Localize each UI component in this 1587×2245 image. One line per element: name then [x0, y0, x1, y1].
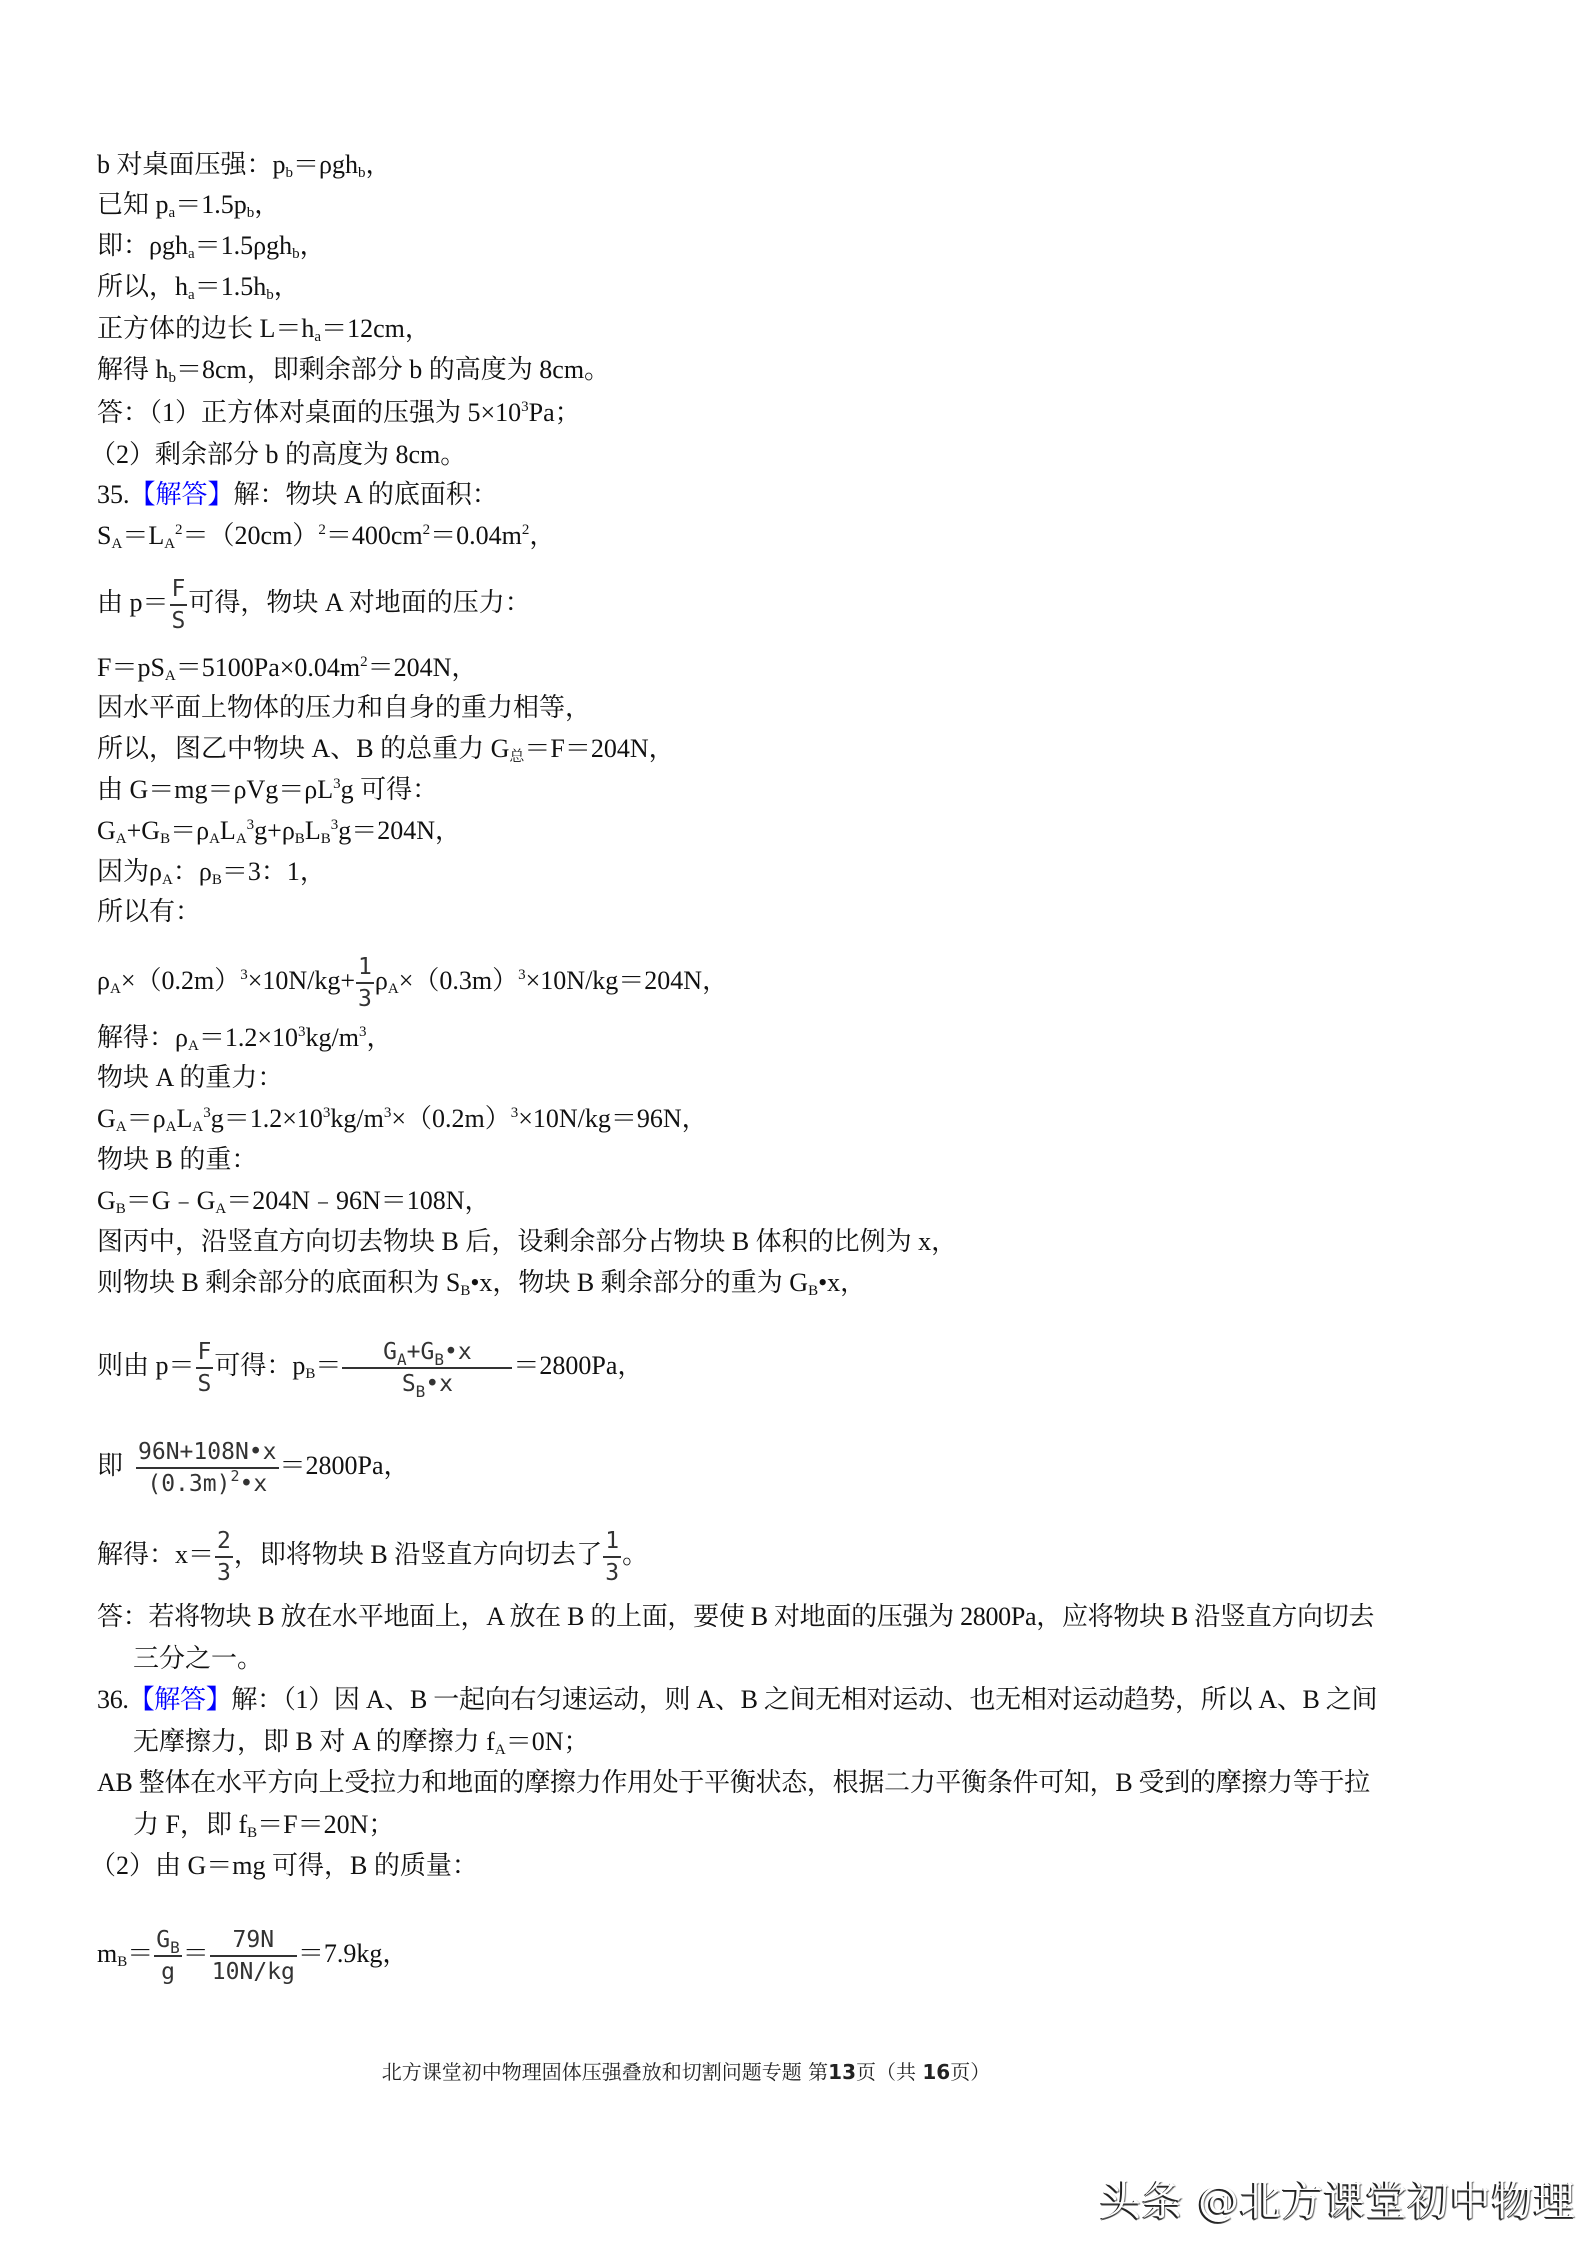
text-line: 图丙中，沿竖直方向切去物块 B 后，设剩余部分占物块 B 体积的比例为 x， — [97, 1227, 958, 1256]
problem-number: 35. — [97, 480, 130, 509]
text-line: b 对桌面压强：$p_b=\rho gh_b$， — [97, 150, 392, 181]
text-line: $S_A=L_A^2=(20cm)^2=400cm^2=0.04m^2$， — [97, 521, 556, 552]
text-line: 物块 B 的重： — [97, 1145, 258, 1174]
text-line: 则物块 B 剩余部分的底面积为 $S_B•x$，物块 B 剩余部分的重为 $G_B•x$， — [97, 1268, 867, 1299]
text-line: 正方体的边长 $L=h_a=12cm$， — [97, 314, 431, 345]
fraction: $\frac{96N+108N•x}{(0.3m)^2•x}$ — [138, 1439, 277, 1498]
text-line: 物块 A 的重力： — [97, 1063, 284, 1092]
watermark: 头条 @北方课堂初中物理 — [1100, 2177, 1577, 2225]
answer-line: 答：若将物块 B 放在水平地面上，A 放在 B 的上面，要使 B 对地面的压强为 2800Pa，应将物块 B 沿竖直方向切去 — [97, 1602, 1375, 1631]
text-line: 所以，$h_a=1.5h_b$， — [97, 272, 300, 303]
text-line: 因为$\rho_A$：$\rho_B=3$：1， — [97, 857, 326, 888]
text-line: $G_A=\rho_AL_A^3g=1.2\times 10^3kg/m^3\times(0.2m)^3\times 10N/kg=96N$， — [97, 1104, 708, 1135]
fraction: $\frac{1}{3}$ — [605, 1528, 620, 1587]
text-line: $G_B=G﹣G_A=204N﹣96N=108N$， — [97, 1186, 491, 1217]
fraction: $\frac{2}{3}$ — [217, 1528, 231, 1587]
formula-line: 解得：x＝ $\frac{2}{3}$ ，即将物块 B 沿竖直方向切去了 $\frac{1}{3}$ 。 — [97, 1528, 649, 1587]
formula-line: 即 $\frac{96N+108N•x}{(0.3m)^2•x}$ ＝2800Pa， — [97, 1439, 410, 1498]
text-line: $G_A+G_B=\rho_AL_A^3g+\rho_BL_B^3g=204N$， — [97, 816, 461, 847]
answer-line: 答：（1）正方体对桌面的压强为 $5\times 10^3Pa$； — [97, 398, 581, 427]
page-current: 13 — [828, 2060, 856, 2084]
fraction: $\frac{G_B}{g}$ — [156, 1927, 180, 1986]
text-line: 已知 $p_a=1.5p_b$， — [97, 190, 281, 221]
formula-line: 则由 p＝ $\frac{F}{S}$ 可得：$p_B=$ $\frac{G_A+G_B•x}{S_B•x}$ ＝2800Pa， — [97, 1339, 644, 1402]
solution-tag: 【解答】 — [128, 1685, 232, 1714]
text-line: 由 $G=mg=\rho Vg=\rho L^3g$ 可得： — [97, 775, 439, 804]
problem-number: 36. — [97, 1685, 129, 1714]
text-line: 所以，图乙中物块 A、B 的总重力 $G_总=F=204N$， — [97, 734, 675, 765]
footer-title: 北方课堂初中物理固体压强叠放和切割问题专题 — [381, 2060, 809, 2084]
page-total: 16 — [922, 2060, 951, 2084]
fraction: $\frac{79N}{10N/kg}$ — [211, 1927, 295, 1986]
text-line: AB 整体在水平方向上受拉力和地面的摩擦力作用处于平衡状态，根据二力平衡条件可知，B 受到的摩擦力等于拉 — [97, 1768, 1370, 1797]
text-line: （2）由 G＝mg 可得，B 的质量： — [90, 1851, 478, 1880]
formula-line: $m_B=$ $\frac{G_B}{g}$ ＝ $\frac{79N}{10N/kg}$ ＝7.9kg， — [97, 1927, 409, 1986]
text-line: 解得 $h_b=8cm$，即剩余部分 b 的高度为 8cm。 — [97, 355, 611, 386]
fraction: $\frac{1}{3}$ — [358, 954, 372, 1013]
fraction: $\frac{G_A+G_B•x}{S_B•x}$ — [342, 1337, 512, 1399]
text-line: 无摩擦力，即 B 对 A 的摩擦力 $f_A=0N$； — [133, 1727, 590, 1758]
answer-line: 三分之一。 — [133, 1644, 264, 1673]
problem-36-header: 36.【解答】解：（1）因 A、B 一起向右匀速运动，则 A、B 之间无相对运动、也无相对运动趋势，所以 A、B 之间 — [97, 1685, 1378, 1714]
solution-tag: 【解答】 — [129, 480, 234, 509]
text-line: 力 F，即 $f_B=F=20N$； — [133, 1810, 395, 1841]
page-footer: 北方课堂初中物理固体压强叠放和切割问题专题 第13页（共 16页） — [381, 2060, 991, 2084]
fraction: $\frac{F}{S}$ — [197, 1339, 212, 1398]
text-line: 解得：$\rho_A=1.2\times 10^3kg/m^3$， — [97, 1023, 393, 1054]
formula-line: 由 p＝ $\frac{F}{S}$ 可得，物块 A 对地面的压力： — [97, 576, 531, 635]
text-line: 所以有： — [97, 897, 202, 926]
text-line: 即：ρgh$_a$＝1.5ρgh$_b$， — [97, 231, 326, 262]
problem-35-header: 35.【解答】解：物块 A 的底面积： — [97, 480, 498, 509]
formula-line: $\rho_A\times(0.2m)^3\times 10N/kg+$ $\frac{1}{3}$ $\rho_A\times(0.3m)^3\times 10N/kg=204N$， — [97, 954, 729, 1013]
text-line: $F=pS_A=5100Pa\times 0.04m^2=204N$， — [97, 653, 478, 684]
answer-line: （2）剩余部分 b 的高度为 8cm。 — [90, 440, 467, 469]
text-line: 因水平面上物体的压力和自身的重力相等， — [97, 693, 592, 722]
fraction: $\frac{F}{S}$ — [171, 576, 186, 635]
